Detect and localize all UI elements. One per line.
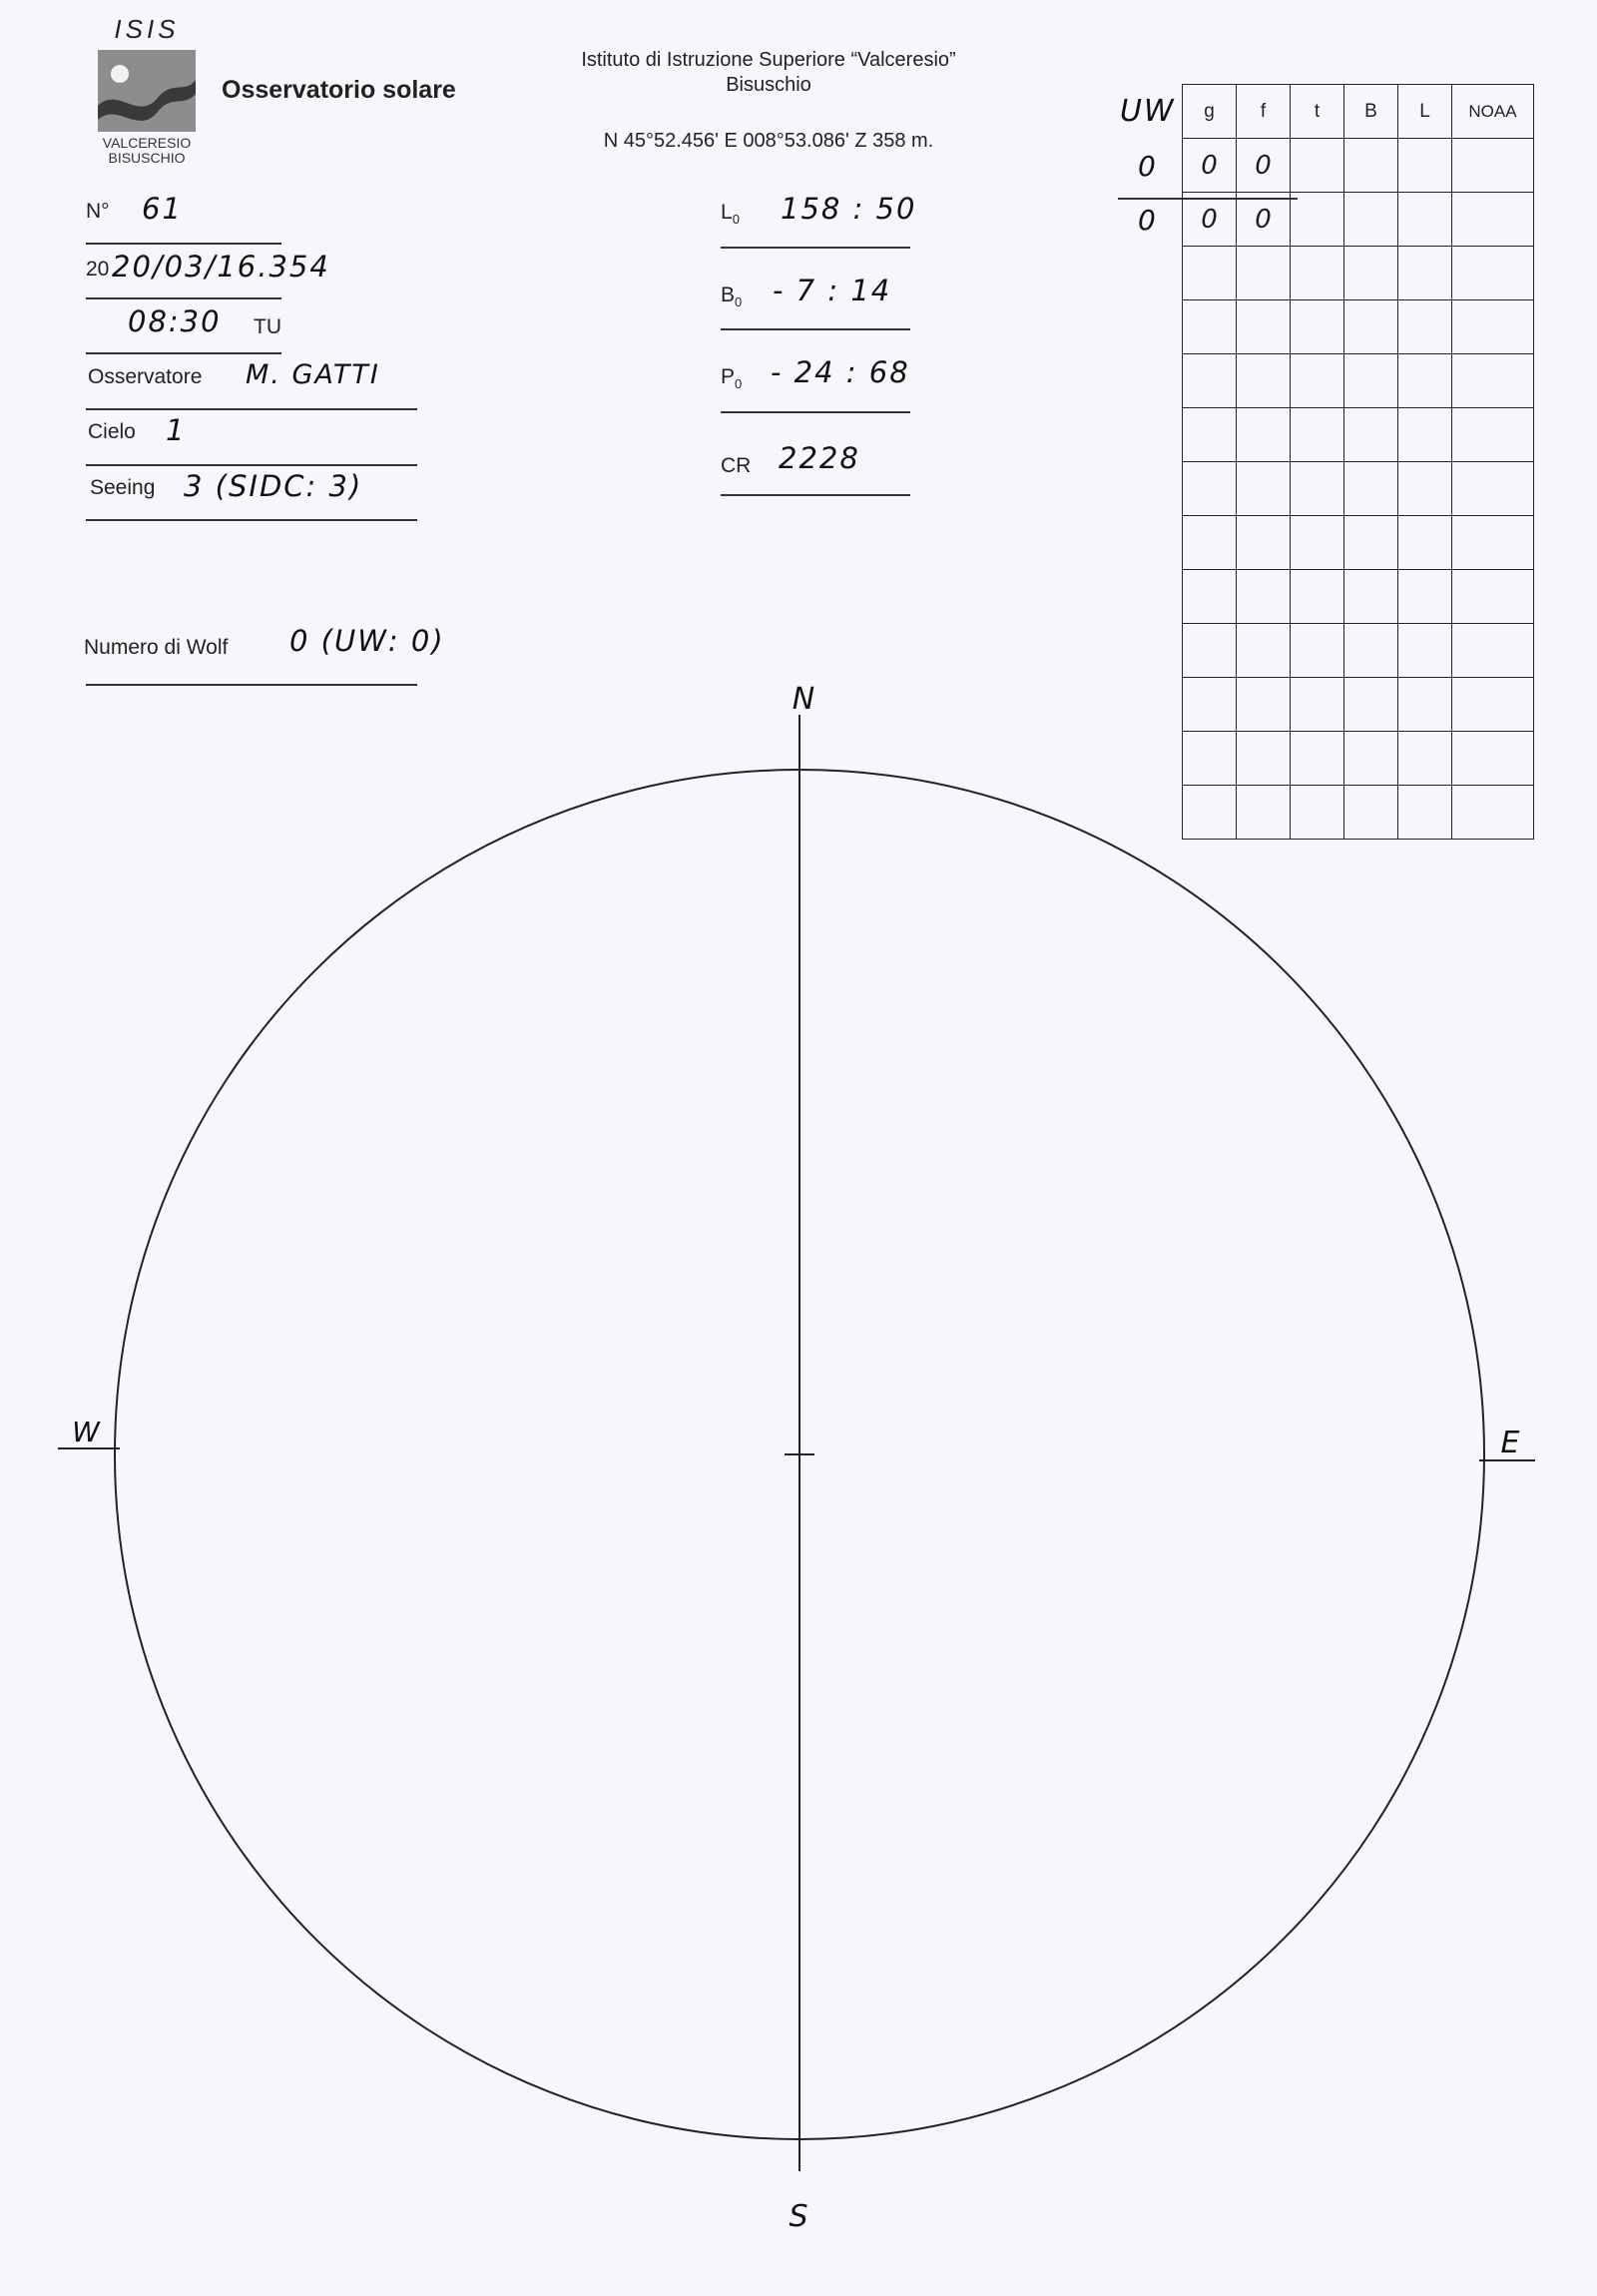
logo-line-2: BISUSCHIO (108, 150, 186, 166)
table-cell[interactable]: 0 (1183, 139, 1237, 193)
date-field[interactable]: 20/03/16.354 (112, 250, 330, 284)
uw-header: UW (1120, 94, 1176, 129)
west-label: W (72, 1416, 100, 1448)
header-g: g (1183, 85, 1237, 139)
sky-label: Cielo (88, 420, 136, 443)
table-cell[interactable]: 0 (1237, 139, 1291, 193)
school-line-2: Bisuschio (726, 74, 811, 96)
b0-field[interactable]: - 7 : 14 (773, 274, 892, 307)
south-label: S (789, 2199, 808, 2234)
uw-value-2[interactable]: 0 (1138, 204, 1158, 237)
header-noaa: NOAA (1452, 85, 1534, 139)
seeing-field[interactable]: 3 (SIDC: 3) (184, 469, 363, 503)
time-field[interactable]: 08:30 (128, 304, 222, 338)
header-l: L (1398, 85, 1452, 139)
header-t: t (1291, 85, 1344, 139)
p0-label-text: P (721, 365, 736, 388)
logo-line-1: VALCERESIO (102, 135, 192, 151)
school-line-1: Istituto di Istruzione Superiore “Valceresio” (581, 49, 956, 71)
b0-label-text: B (721, 284, 736, 306)
observatory-title: Osservatorio solare (222, 76, 456, 104)
date-prefix: 20 (86, 258, 110, 281)
header-b: B (1344, 85, 1398, 139)
sky-field[interactable]: 1 (166, 413, 187, 447)
p0-field[interactable]: - 24 : 68 (771, 355, 910, 389)
observer-label: Osservatore (88, 365, 203, 388)
north-label: N (792, 682, 815, 717)
l0-label-text: L (721, 201, 733, 224)
number-label: N° (86, 200, 110, 223)
table-cell[interactable]: 0 (1237, 193, 1291, 247)
number-field[interactable]: 61 (142, 192, 183, 226)
uw-value-1[interactable]: 0 (1138, 150, 1158, 183)
east-label: E (1500, 1426, 1520, 1460)
header-f: f (1237, 85, 1291, 139)
l0-subscript: 0 (732, 212, 740, 228)
p0-subscript: 0 (735, 376, 743, 392)
time-suffix: TU (254, 315, 281, 338)
observer-field[interactable]: M. GATTI (246, 359, 380, 390)
carrington-rotation-field[interactable]: 2228 (779, 441, 860, 475)
b0-subscript: 0 (735, 294, 743, 310)
wolf-number-label: Numero di Wolf (84, 636, 229, 659)
wolf-number-field[interactable]: 0 (UW: 0) (289, 624, 445, 658)
site-coordinates: N 45°52.456' E 008°53.086' Z 358 m. (603, 130, 934, 152)
logo-mark: ISIS (114, 14, 180, 44)
table-cell[interactable]: 0 (1183, 193, 1237, 247)
cr-label: CR (721, 454, 752, 477)
seeing-label: Seeing (90, 476, 156, 499)
l0-field[interactable]: 158 : 50 (781, 192, 917, 226)
